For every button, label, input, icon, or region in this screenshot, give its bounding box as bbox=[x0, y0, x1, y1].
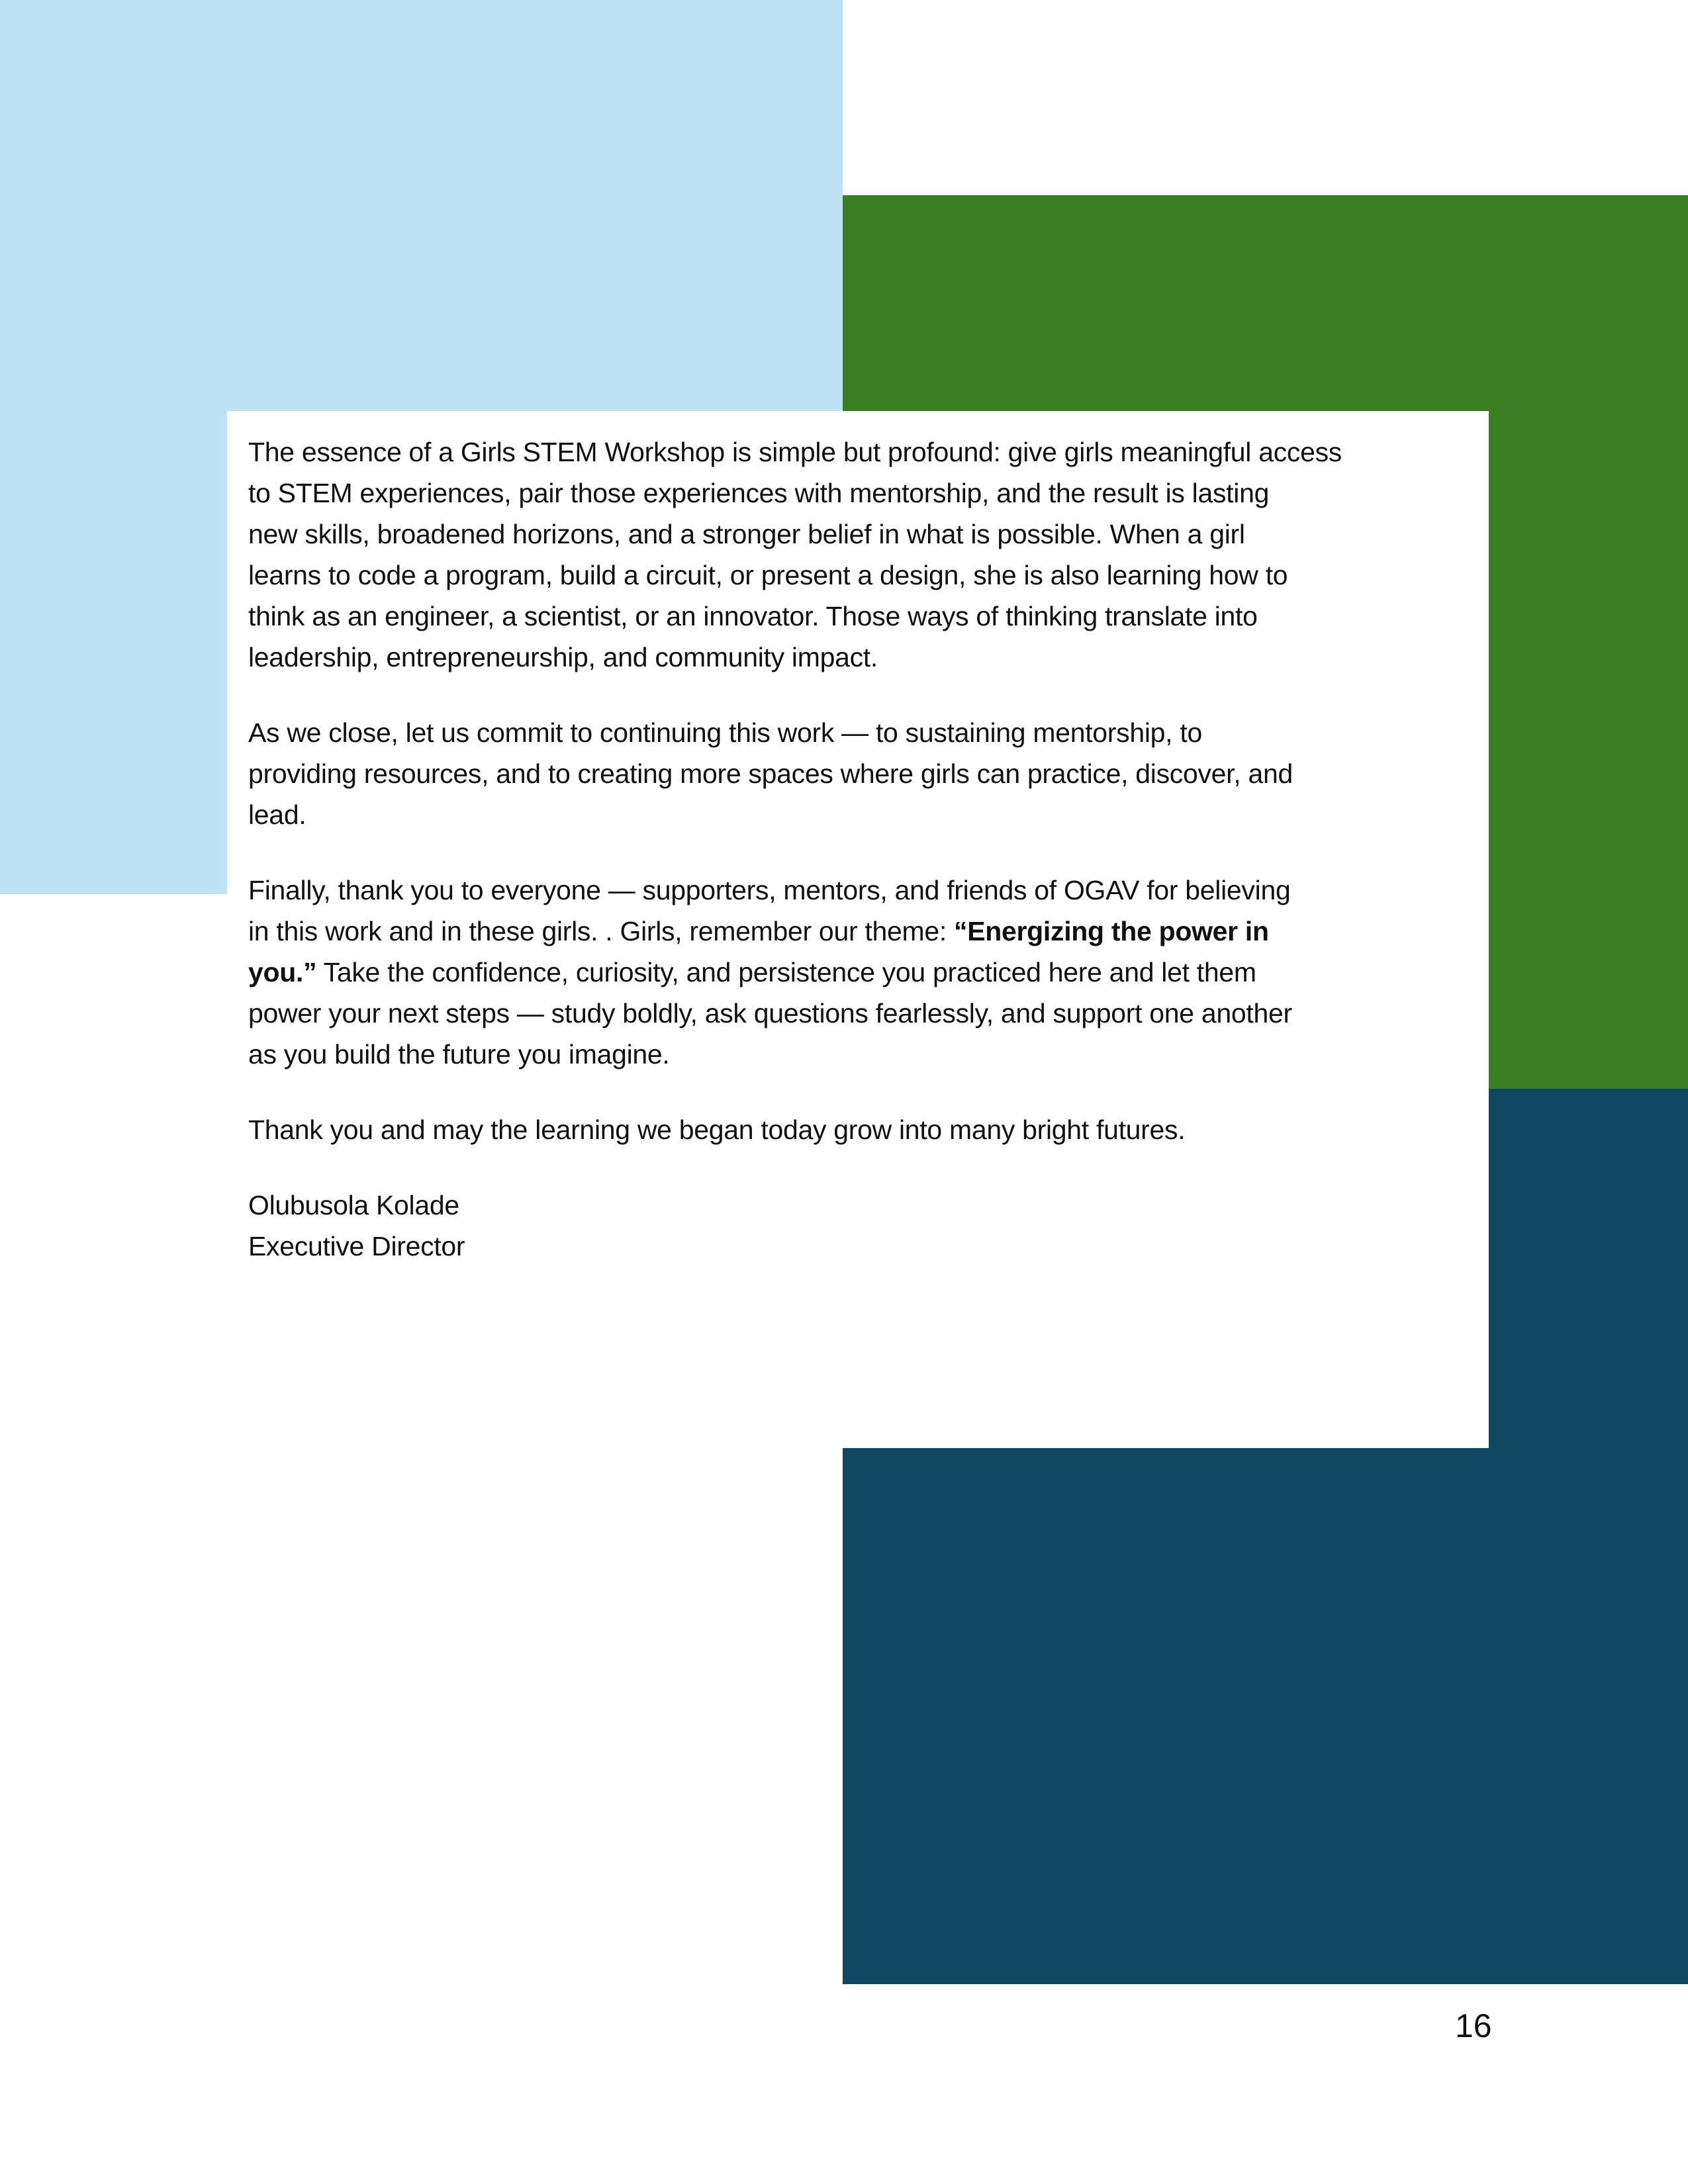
paragraph-2 bbox=[248, 712, 1477, 835]
paragraph-1-line: think as an engineer, a scientist, or an innovator. Those ways of thinking translate into bbox=[248, 601, 1258, 631]
paragraph-2-line: lead. bbox=[248, 799, 306, 830]
letter-text bbox=[227, 411, 1489, 1267]
paragraph-1-line: The essence of a Girls STEM Workshop is simple but profound: give girls meaningful access bbox=[248, 437, 1342, 467]
paragraph-3-line: Finally, thank you to everyone — supporters, mentors, and friends of OGAV for believing bbox=[248, 875, 1291, 905]
page-number: 16 bbox=[1455, 2007, 1492, 2044]
paragraph-1-line: learns to code a program, build a circuit, or present a design, she is also learning how to bbox=[248, 560, 1288, 590]
signature-name: Olubusola Kolade bbox=[248, 1190, 459, 1220]
paragraph-3-text: Take the confidence, curiosity, and persistence you practiced here and let them bbox=[316, 957, 1256, 987]
signature-block bbox=[248, 1185, 1477, 1267]
paragraph-4 bbox=[248, 1109, 1477, 1150]
paragraph-1 bbox=[248, 432, 1477, 678]
theme-quote-end: you.” bbox=[248, 957, 317, 987]
paragraph-4-line: Thank you and may the learning we began today grow into many bright futures. bbox=[248, 1115, 1186, 1145]
paragraph-3-line: as you build the future you imagine. bbox=[248, 1039, 670, 1069]
paragraph-3-text: in this work and in these girls. . Girls, remember our theme: bbox=[248, 916, 955, 946]
theme-quote-start: “Energizing the power in bbox=[954, 916, 1269, 946]
paragraph-2-line: As we close, let us commit to continuing this work — to sustaining mentorship, to bbox=[248, 717, 1202, 748]
paragraph-1-line: to STEM experiences, pair those experiences with mentorship, and the result is lasting bbox=[248, 478, 1270, 508]
signature-title: Executive Director bbox=[248, 1231, 465, 1261]
paragraph-2-line: providing resources, and to creating more spaces where girls can practice, discover, and bbox=[248, 758, 1293, 789]
paragraph-3-line: power your next steps — study boldly, ask questions fearlessly, and support one another bbox=[248, 998, 1292, 1028]
paragraph-1-line: new skills, broadened horizons, and a stronger belief in what is possible. When a girl bbox=[248, 519, 1245, 549]
paragraph-3-line bbox=[248, 911, 1477, 952]
letter-box bbox=[227, 411, 1489, 1448]
paragraph-3 bbox=[248, 870, 1477, 1075]
paragraph-3-line bbox=[248, 952, 1477, 993]
paragraph-1-line: leadership, entrepreneurship, and community impact. bbox=[248, 642, 878, 672]
